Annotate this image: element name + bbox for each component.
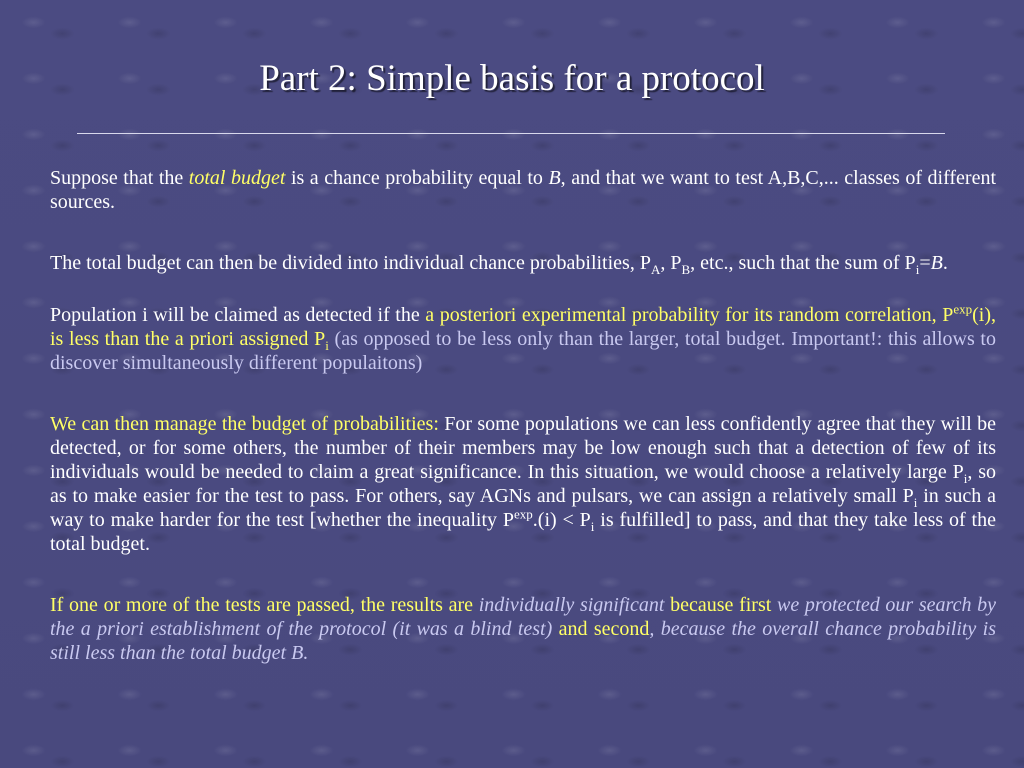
superscript: exp	[514, 506, 533, 522]
paragraph-significance	[50, 593, 996, 665]
emphasis-text: individually significant	[478, 594, 665, 616]
highlight-text: and second	[552, 618, 650, 640]
paragraph-divided-budget	[50, 251, 996, 275]
text: , and that we want to test A,B,C,... classes of different sources.	[50, 167, 997, 213]
subscript: B	[681, 262, 691, 277]
title-divider	[77, 133, 945, 134]
slide-title: Part 2: Simple basis for a protocol	[259, 58, 765, 99]
highlight-text: We can then manage the budget of probabilities:	[50, 413, 439, 435]
subscript: i	[590, 519, 595, 534]
paragraph-total-budget	[50, 166, 996, 214]
highlight-text: (i), is less than the a priori assigned P	[50, 304, 996, 350]
subscript: i	[325, 338, 329, 353]
subscript: i	[915, 262, 920, 277]
symbol-b: B	[930, 252, 943, 274]
text: Population i will be claimed as detected if the	[50, 304, 426, 326]
emphasis-text: , because the overall chance probability is still less than the total budget B.	[50, 618, 996, 664]
superscript: exp	[953, 301, 973, 317]
text: Suppose that the	[50, 167, 189, 189]
emphasis-text: we protected our search by the a priori establishment of the protocol (it was a blind test)	[50, 594, 997, 640]
text: For some populations we can less confidently agree that they will be detected, or for some others, the number of their members may be low enough such that a detection of few of its individuals would be needed to claim a great significance. In this situation, we would choose a relatively large P	[50, 413, 997, 483]
text: , etc., such that the sum of P	[690, 252, 916, 274]
paragraph-manage-budget	[50, 412, 996, 556]
term-total-budget: total budget	[188, 167, 286, 189]
text: is fulfilled] to pass, and that they take less of the total budget.	[50, 509, 996, 555]
text: =	[919, 252, 931, 274]
text: is a chance probability equal to	[285, 167, 549, 189]
highlight-text: a posteriori experimental probability for its random correlation, P	[425, 304, 954, 326]
highlight-text: because first	[664, 594, 777, 616]
note-text: (as opposed to be less only than the larger, total budget. Important!: this allows to discover simultaneously different populaitons)	[50, 328, 996, 374]
subscript: A	[650, 262, 661, 277]
subscript: i	[913, 495, 918, 510]
text: in such a way to make harder for the test [whether the inequality P	[50, 485, 996, 531]
symbol-b: B	[548, 167, 561, 189]
highlight-text: If one or more of the tests are passed, the results are	[50, 594, 479, 616]
text: .	[942, 252, 948, 274]
paragraph-detection-criterion	[50, 303, 996, 375]
slide-body	[50, 166, 996, 702]
text: , P	[660, 252, 682, 274]
text: , so as to make easier for the test to pass. For others, say AGNs and pulsars, we can assign a relatively small P	[50, 461, 996, 507]
text: The total budget can then be divided into individual chance probabilities, P	[50, 252, 651, 274]
text: .(i) < P	[532, 509, 591, 531]
subscript: i	[963, 471, 968, 486]
